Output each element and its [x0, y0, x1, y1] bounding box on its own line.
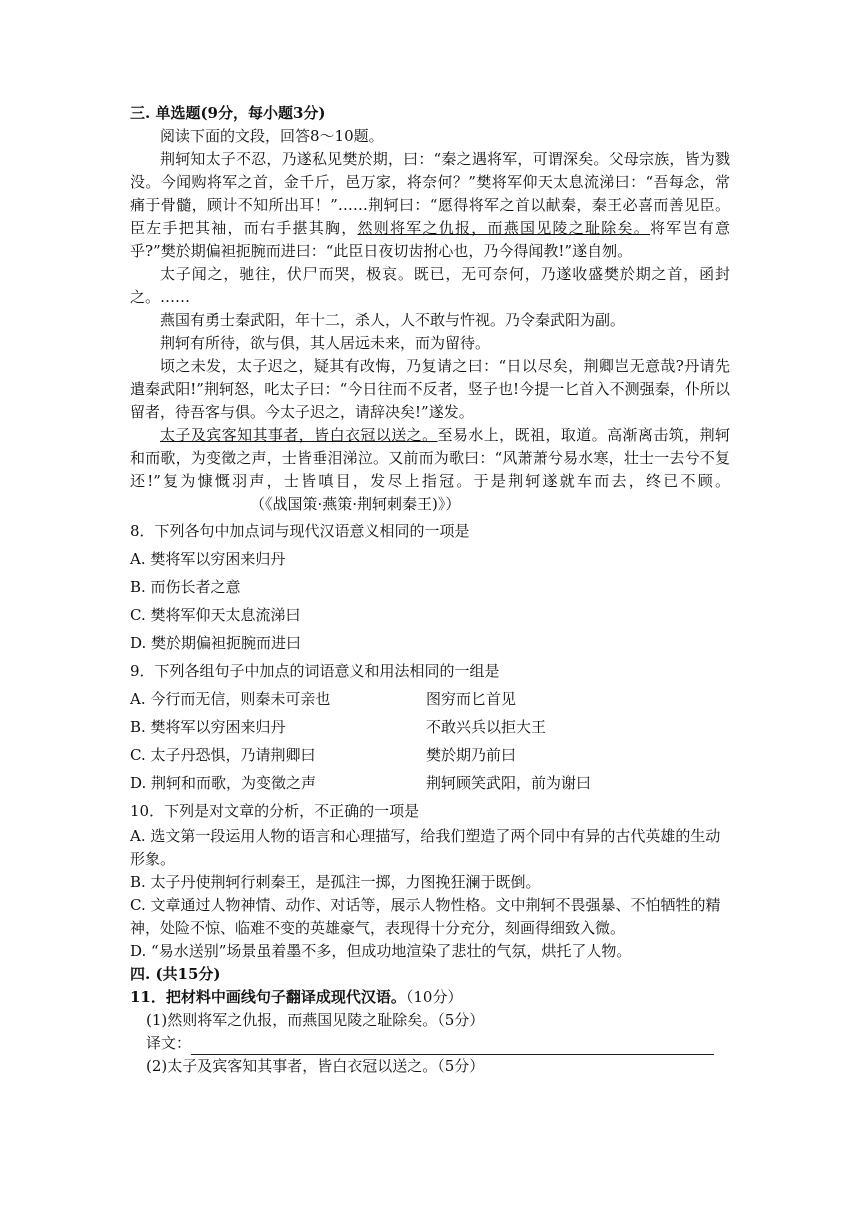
question-10-stem: 10．下列是对文章的分析，不正确的一项是 — [130, 802, 420, 820]
question-8-option-d: D. 樊於期偏袒扼腕而进曰 — [130, 634, 302, 652]
question-11-sub-1: (1)然则将军之仇报，而燕国见陵之耻除矣。（5分） — [146, 1011, 485, 1029]
section4-title: 四. (共15分) — [130, 965, 221, 983]
question-9-option-d — [130, 772, 730, 795]
question-11-text: 11．把材料中画线句子翻译成现代汉语。 — [130, 988, 406, 1006]
section3-title: 三. 单选题(9分，每小题3分) — [130, 104, 326, 122]
question-11-stem — [130, 986, 730, 1009]
passage-text: 至易水上，既祖，取道。高渐离击筑，荆轲和而歌，为变徵之声，士皆垂泪涕泣。又前而为歌曰：“风萧萧兮易水寒，壮士一去兮不复还!”复为慷慨羽声，士皆嗔目，发尽上指冠。于是荆轲遂就车而去，终已不顾。 — [130, 426, 730, 490]
exam-page — [130, 102, 730, 1078]
passage-paragraph-5: 顷之未发，太子迟之，疑其有改悔，乃复请之曰：“日以尽矣，荆卿岂无意哉?丹请先遣秦武阳!”荆轲怒，叱太子曰：“今日往而不反者，竖子也!今提一匕首入不测强秦，仆所以留者，待吾客与俱。今太子迟之，请辞决矣!”遂发。 — [130, 357, 730, 421]
passage-source: （《战国策·燕策·荆轲刺秦王)》） — [250, 495, 461, 513]
underlined-sentence-1: 然则将军之仇报，而燕国见陵之耻除矣。 — [357, 219, 650, 237]
question-11-sub-2: (2)太子及宾客知其事者，皆白衣冠以送之。（5分） — [146, 1057, 485, 1075]
question-10-option-b: B. 太子丹使荆轲行刺秦王，是孤注一掷，力图挽狂澜于既倒。 — [130, 873, 541, 891]
option-left: C. 太子丹恐惧，乃请荆卿曰 — [130, 746, 316, 764]
option-right: 不敢兴兵以拒大王 — [426, 718, 547, 736]
option-right: 樊於期乃前曰 — [426, 746, 517, 764]
question-8-stem: 8．下列各句中加点词与现代汉语意义相同的一项是 — [130, 522, 470, 540]
question-8-option-a: A. 樊将军以穷困来归丹 — [130, 550, 286, 568]
question-9-option-a — [130, 688, 730, 711]
question-9-option-c — [130, 744, 730, 767]
passage-paragraph-2: 太子闻之，驰往，伏尸而哭，极哀。既已，无可奈何，乃遂收盛樊於期之首，函封之。…… — [130, 265, 730, 306]
underlined-sentence-2: 太子及宾客知其事者，皆白衣冠以送之。 — [160, 426, 438, 444]
question-8-option-c: C. 樊将军仰天太息流涕曰 — [130, 606, 301, 624]
passage-text: 荆轲知太子不忍，乃遂私见樊於期，曰：“秦之遇将军，可谓深矣。父母宗族，皆为戮没。今闻购将军之首，金千斤，邑万家，将奈何？”樊将军仰天太息流涕曰：“吾每念，常痛于骨髓，顾计不知所出耳！”……荆轲曰：“愿得将军之首以献秦，秦王必喜而善见臣。臣左手把其袖，而右手揕其胸， — [130, 150, 730, 237]
option-left: B. 樊将军以穷困来归丹 — [130, 718, 286, 736]
passage-paragraph-4: 荆轲有所待，欲与俱，其人居远未来，而为留待。 — [160, 334, 491, 352]
passage-paragraph-1 — [130, 148, 730, 263]
question-8-option-b: B. 而伤长者之意 — [130, 578, 241, 596]
option-left: A. 今行而无信，则秦未可亲也 — [130, 690, 331, 708]
option-right: 荆轲顾笑武阳，前为谢曰 — [426, 774, 592, 792]
option-right: 图穷而匕首见 — [426, 690, 517, 708]
question-10-option-a: A. 选文第一段运用人物的语言和心理描写，给我们塑造了两个同中有异的古代英雄的生动形象。 — [130, 827, 721, 868]
option-left: D. 荆轲和而歌，为变徵之声 — [130, 774, 317, 792]
translation-answer-row — [130, 1032, 730, 1055]
question-11-score: （10分） — [405, 988, 463, 1006]
question-9-option-b — [130, 716, 730, 739]
reading-intro: 阅读下面的文段，回答8～10题。 — [160, 127, 384, 145]
passage-paragraph-6 — [130, 424, 730, 516]
passage-paragraph-3: 燕国有勇士秦武阳，年十二，杀人，人不敢与忤视。乃令秦武阳为副。 — [160, 311, 626, 329]
answer-blank-line[interactable] — [191, 1038, 714, 1055]
question-10-option-c: C. 文章通过人物神情、动作、对话等，展示人物性格。文中荆轲不畏强暴、不怕牺牲的精神，处险不惊、临难不变的英雄豪气，表现得十分充分，刻画得细致入微。 — [130, 896, 721, 937]
question-9-stem: 9．下列各组句子中加点的词语意义和用法相同的一组是 — [130, 662, 500, 680]
translation-label: 译文： — [146, 1034, 192, 1052]
passage-text: 将军岂有意乎?”樊於期偏袒扼腕而进曰：“此臣日夜切齿拊心也，乃今得闻教!”遂自刎。 — [130, 219, 730, 260]
question-10-option-d: D. “易水送别”场景虽着墨不多，但成功地渲染了悲壮的气氛，烘托了人物。 — [130, 942, 632, 960]
